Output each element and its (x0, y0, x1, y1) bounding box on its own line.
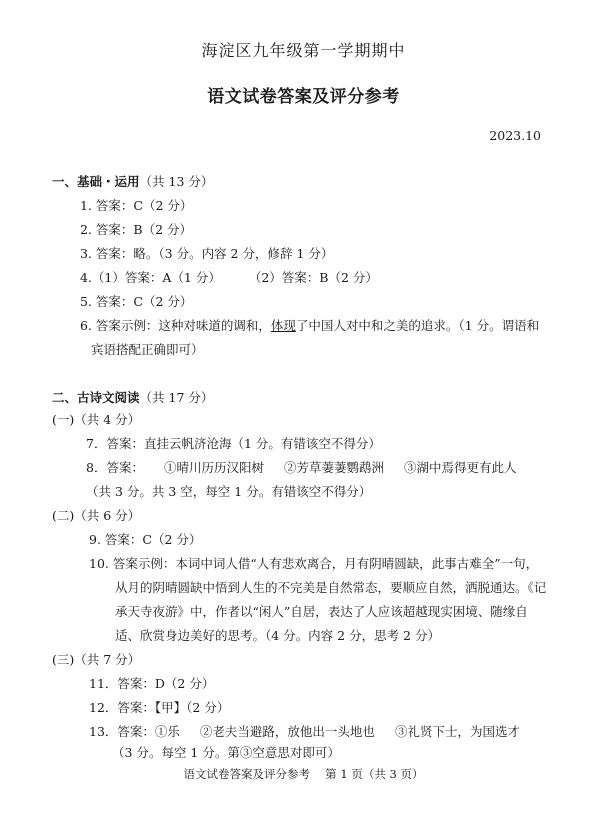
answer-q13-lead: 13．答案： (89, 724, 155, 739)
section-1-heading (52, 174, 213, 190)
answer-q6-underlined: 体现 (270, 318, 296, 333)
answer-q13-a: ①乐 (154, 724, 180, 739)
answer-q10-line1: 10. 答案示例：本词中词人借“人有悲欢离合，月有阴晴圆缺，此事古难全”一句， (89, 556, 539, 571)
section-1-title: 一、基础・运用 (52, 174, 140, 189)
part-1-heading (52, 412, 140, 428)
answer-q4 (80, 270, 378, 286)
answer-q8-a: ①晴川历历汉阳树 (163, 460, 264, 475)
answer-q13-note: （3 分。每空 1 分。第③空意思对即可） (112, 745, 340, 760)
answer-q8-note: （共 3 分。共 3 空，每空 1 分。有错该空不得分） (86, 484, 372, 499)
part-3-label: (三) (52, 652, 75, 667)
answer-q6-line2: 宾语搭配正确即可） (91, 342, 204, 357)
document-date: 2023.10 (489, 128, 541, 143)
answer-q8-b: ②芳草萋萋鹦鹉洲 (283, 460, 384, 475)
answer-q13-c: ③礼贤下士，为国选才 (394, 724, 520, 739)
answer-q6 (80, 318, 539, 334)
document-subtitle: 语文试卷答案及评分参考 (207, 87, 400, 107)
answer-q8-lead: 8．答案： (86, 460, 144, 475)
answer-q13-b: ②老夫当避路，放他出一头地也 (199, 724, 375, 739)
answer-q12: 12．答案：【甲】（2 分） (89, 700, 230, 715)
page-footer: 语文试卷答案及评分参考 第 1 页（共 3 页） (183, 767, 424, 781)
part-3-points: （共 7 分） (74, 652, 141, 667)
part-1-points: （共 4 分） (74, 412, 141, 427)
part-2-heading (52, 508, 140, 524)
answer-q8 (86, 460, 517, 476)
document-title: 海淀区九年级第一学期期中 (201, 41, 406, 60)
answer-q8-c: ③湖中焉得更有此人 (403, 460, 517, 475)
answer-q3: 3. 答案：略。（3 分。内容 2 分，修辞 1 分） (80, 246, 334, 261)
answer-q5: 5. 答案：C（2 分） (80, 294, 193, 309)
answer-q10-line4: 适、欣赏身边美好的思考。（4 分。内容 2 分，思考 2 分） (115, 628, 440, 643)
part-3-heading (52, 652, 140, 668)
answer-q10-line2: 从月的阴晴圆缺中悟到人生的不完美是自然常态，要顺应自然，洒脱通达。《记 (115, 580, 547, 595)
answer-q1: 1. 答案：C（2 分） (80, 198, 193, 213)
part-1-label: (一) (52, 412, 75, 427)
answer-q7: 7．答案：直挂云帆济沧海（1 分。有错该空不得分） (86, 436, 381, 451)
section-2-points: （共 17 分） (139, 390, 214, 405)
answer-q11: 11．答案：D（2 分） (89, 676, 215, 691)
answer-q13 (89, 724, 520, 740)
answer-q2: 2. 答案：B（2 分） (80, 222, 193, 237)
section-2-title: 二、古诗文阅读 (52, 390, 140, 405)
part-2-label: (二) (52, 508, 75, 523)
answer-q6-text-after: 了中国人对中和之美的追求。（1 分。谓语和 (295, 318, 540, 333)
section-2-heading (52, 390, 213, 406)
answer-q6-text-before: 6. 答案示例：这种对味道的调和， (80, 318, 271, 333)
answer-q4-part2: （2）答案：B（2 分） (248, 270, 378, 285)
answer-q4-part1: 4.（1）答案：A（1 分） (80, 270, 221, 285)
answer-q9: 9. 答案：C（2 分） (89, 532, 202, 547)
part-2-points: （共 6 分） (74, 508, 141, 523)
answer-q10-line3: 承天寺夜游》中，作者以“闲人”自居，表达了人应该超越现实困境、随缘自 (115, 604, 528, 619)
section-1-points: （共 13 分） (139, 174, 214, 189)
